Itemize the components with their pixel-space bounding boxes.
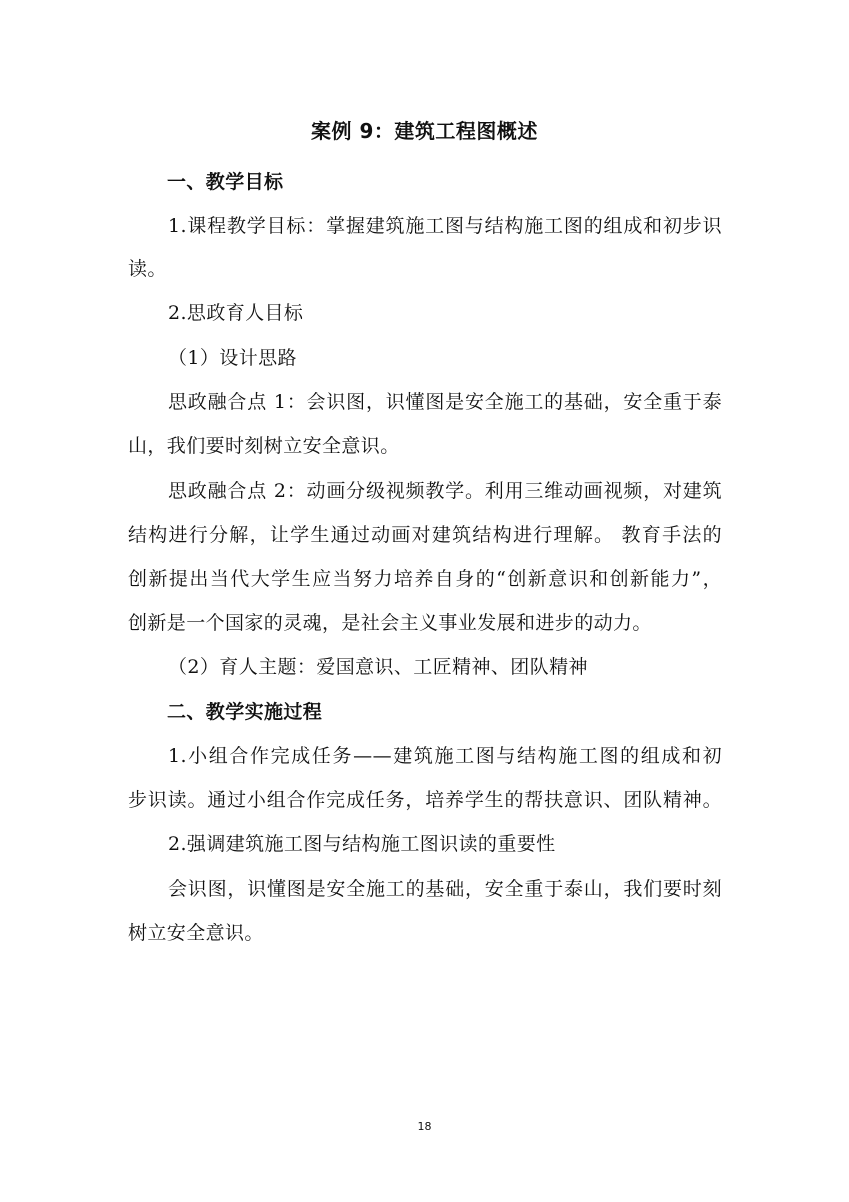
item-1-line-1: 1.小组合作完成任务——建筑施工图与结构施工图的组成和初 bbox=[168, 745, 722, 767]
goal-1-line-1: 1.课程教学目标：掌握建筑施工图与结构施工图的组成和初步识 bbox=[168, 215, 722, 237]
page-number: 18 bbox=[417, 1120, 432, 1133]
point-2-line-4: 创新是一个国家的灵魂，是社会主义事业发展和进步的动力。 bbox=[128, 612, 652, 634]
paragraph-line-2: 树立安全意识。 bbox=[128, 922, 264, 944]
subheading-education-theme: （2）育人主题：爱国意识、工匠精神、团队精神 bbox=[168, 656, 588, 678]
paragraph-line-1: 会识图，识懂图是安全施工的基础，安全重于泰山，我们要时刻 bbox=[168, 878, 722, 900]
item-1-line-2: 步识读。通过小组合作完成任务，培养学生的帮扶意识、团队精神。 bbox=[128, 789, 722, 811]
section-heading-implementation: 二、教学实施过程 bbox=[167, 701, 323, 723]
section-heading-teaching-goals: 一、教学目标 bbox=[167, 171, 284, 193]
goal-2: 2.思政育人目标 bbox=[168, 302, 304, 324]
document-title: 案例 9：建筑工程图概述 bbox=[311, 119, 538, 143]
subheading-design-idea: （1）设计思路 bbox=[168, 347, 297, 369]
goal-1-line-2: 读。 bbox=[128, 258, 167, 280]
point-1-line-1: 思政融合点 1：会识图，识懂图是安全施工的基础，安全重于泰 bbox=[168, 391, 722, 413]
point-2-line-1: 思政融合点 2：动画分级视频教学。利用三维动画视频，对建筑 bbox=[168, 480, 722, 502]
point-1-line-2: 山，我们要时刻树立安全意识。 bbox=[128, 435, 400, 457]
point-2-line-2: 结构进行分解，让学生通过动画对建筑结构进行理解。 教育手法的 bbox=[128, 524, 722, 546]
item-2: 2.强调建筑施工图与结构施工图识读的重要性 bbox=[168, 833, 556, 855]
point-2-line-3: 创新提出当代大学生应当努力培养自身的“创新意识和创新能力”， bbox=[128, 568, 722, 590]
